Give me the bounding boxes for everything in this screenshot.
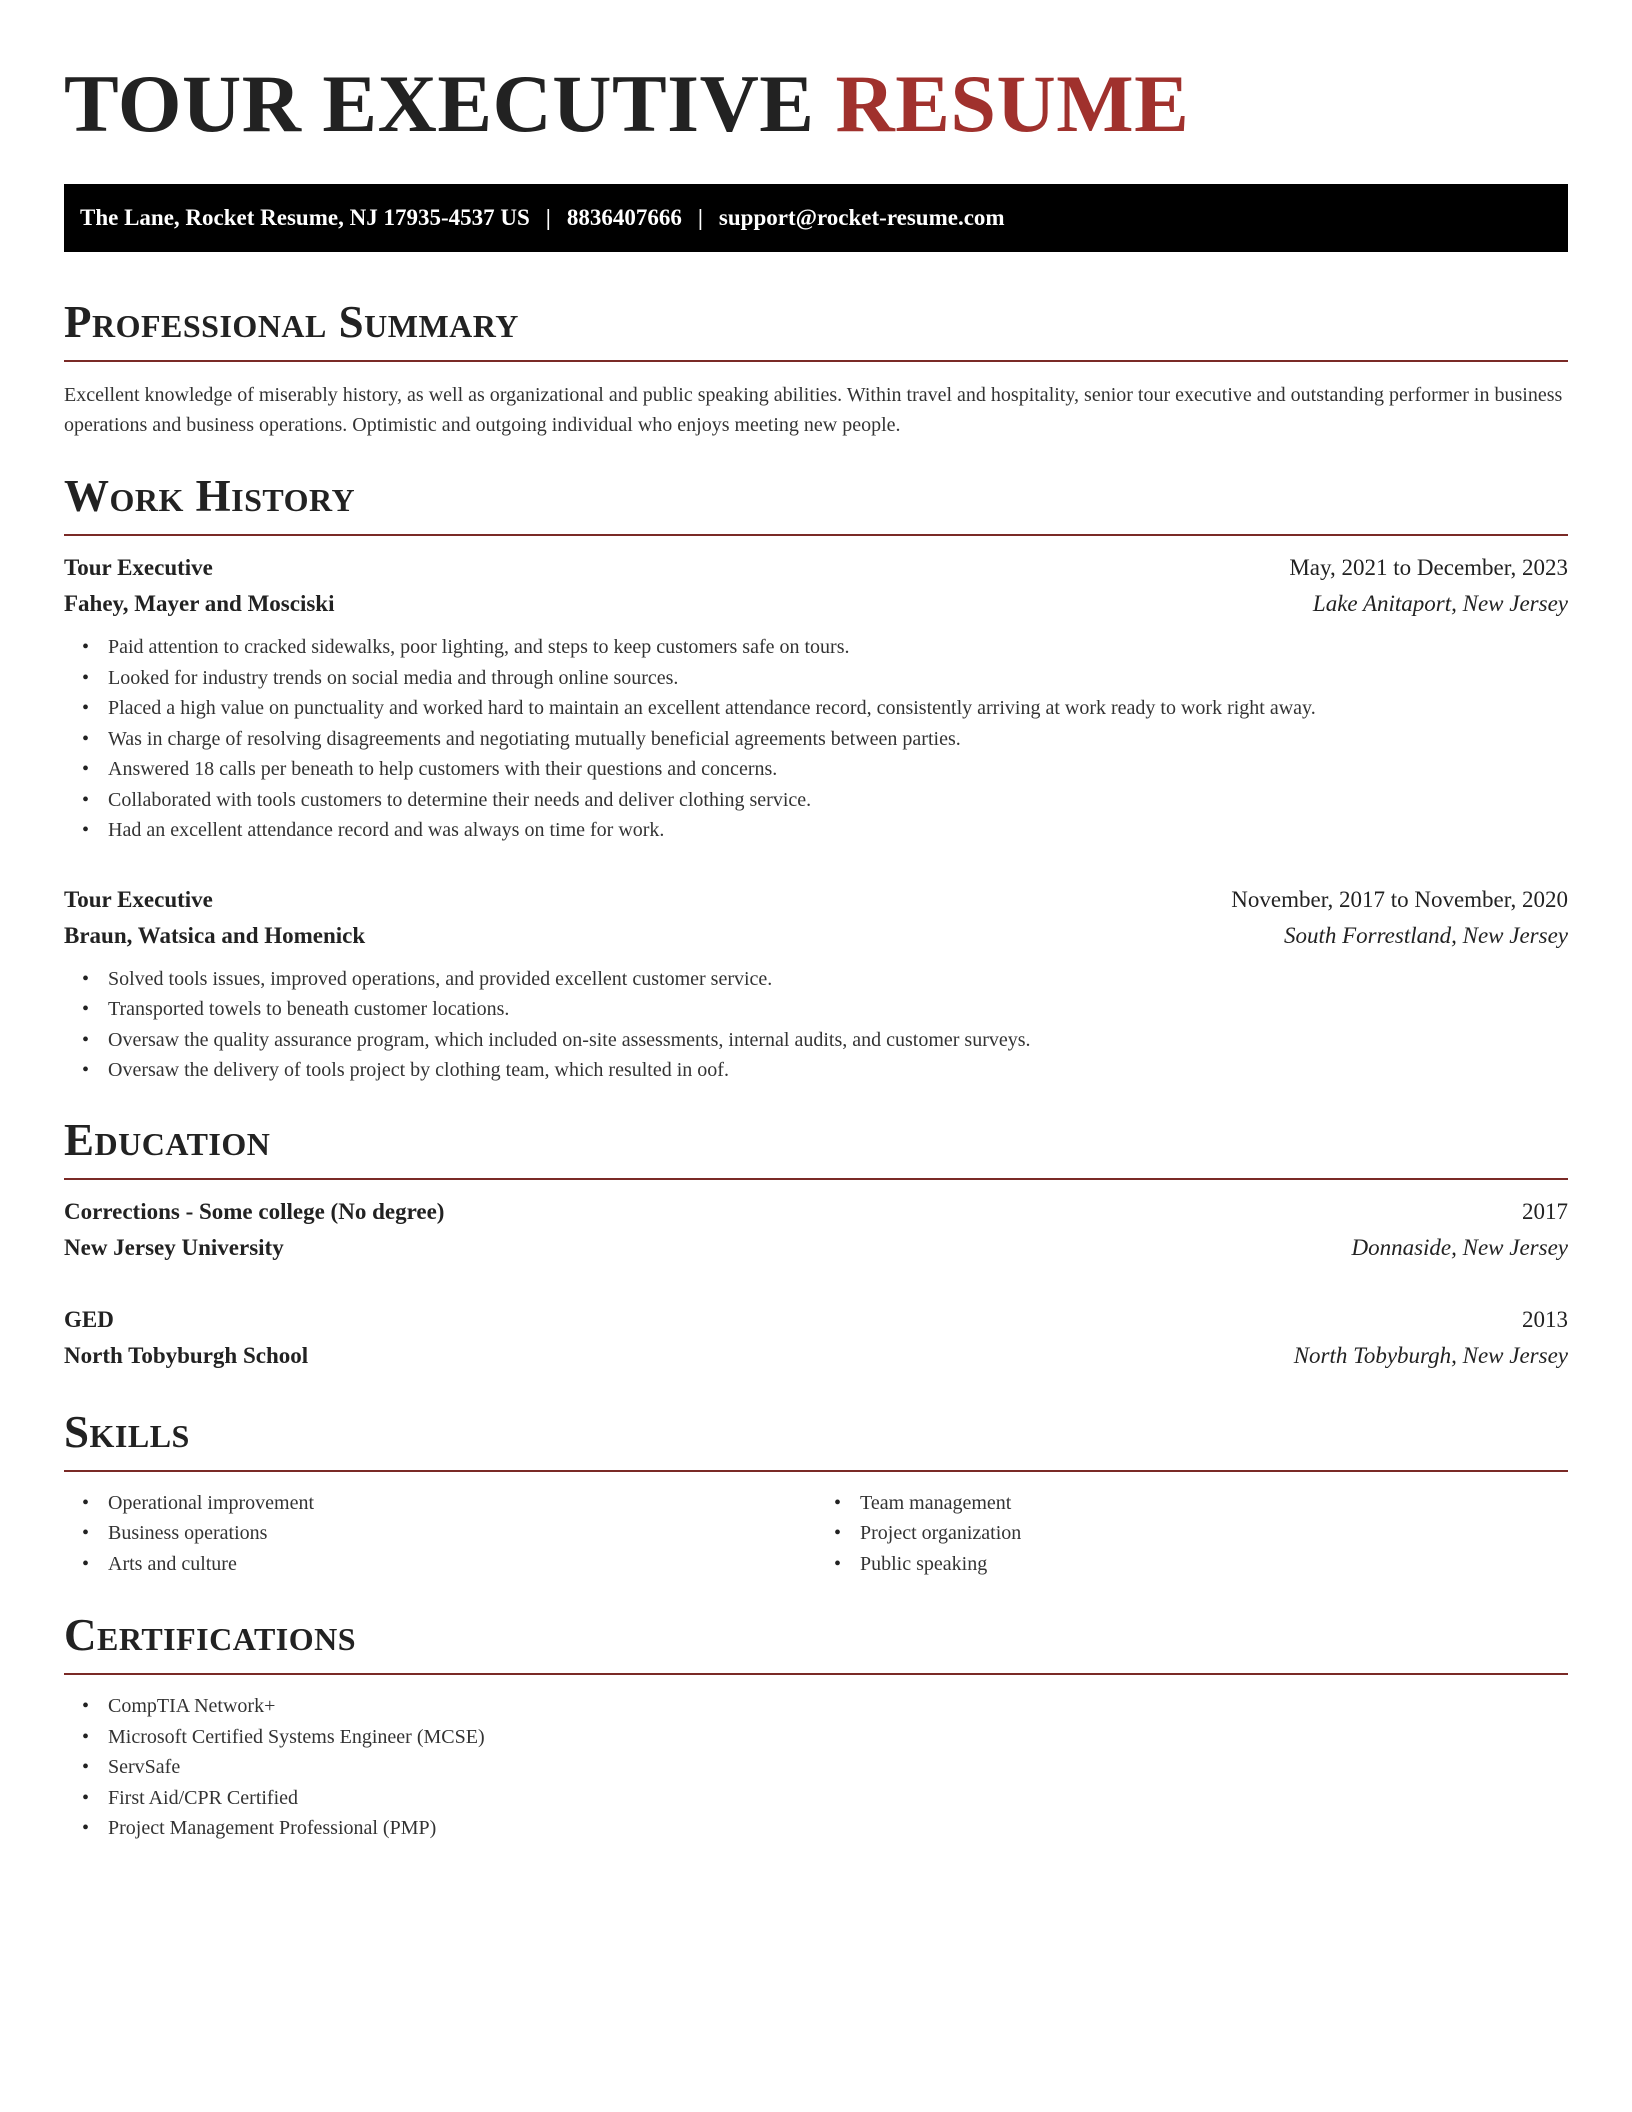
list-item: • Public speaking [860, 1549, 1568, 1580]
list-item: • Placed a high value on punctuality and worked hard to maintain an excellent attendance record, consistently arriving at work ready to work right away. [108, 693, 1568, 724]
summary-section [64, 296, 1568, 440]
summary-heading: Professional Summary [64, 297, 519, 347]
education-school: North Tobyburgh School [64, 1342, 309, 1368]
job-dates: May, 2021 to December, 2023 [1289, 555, 1568, 580]
list-item: • Project organization [860, 1518, 1568, 1549]
contact-phone: 8836407666 [566, 205, 682, 230]
list-item: • Was in charge of resolving disagreements and negotiating mutually beneficial agreements between parties. [108, 724, 1568, 755]
certifications-heading: Certifications [64, 1610, 357, 1660]
job-title: Tour Executive [64, 886, 213, 912]
list-item: • Paid attention to cracked sidewalks, poor lighting, and steps to keep customers safe on tours. [108, 632, 1568, 663]
job-bullets [64, 964, 1568, 1086]
skills-column-right [816, 1488, 1568, 1580]
education-year: 2013 [1522, 1306, 1568, 1332]
title-accent: RESUME [835, 58, 1190, 149]
title-main: TOUR EXECUTIVE [64, 58, 815, 149]
list-item: • Transported towels to beneath customer locations. [108, 994, 1568, 1025]
list-item: • Oversaw the quality assurance program, which included on-site assessments, internal audits, and customer surveys. [108, 1025, 1568, 1056]
skills-section [64, 1406, 1568, 1580]
job-title: Tour Executive [64, 555, 213, 580]
list-item: • First Aid/CPR Certified [108, 1783, 1568, 1814]
contact-bar [64, 184, 1568, 252]
job-company: Fahey, Mayer and Mosciski [64, 591, 335, 616]
section-divider [64, 1178, 1568, 1180]
job-bullets [64, 632, 1568, 846]
education-year: 2017 [1522, 1198, 1568, 1224]
list-item: • CompTIA Network+ [108, 1691, 1568, 1722]
section-divider [64, 360, 1568, 362]
skills-grid [64, 1488, 1568, 1580]
job-header-row [64, 550, 1568, 586]
job-entry [64, 882, 1568, 1086]
job-header-row [64, 882, 1568, 918]
section-divider [64, 1673, 1568, 1675]
list-item: • Arts and culture [108, 1549, 816, 1580]
education-school: New Jersey University [64, 1234, 284, 1260]
list-item: • Microsoft Certified Systems Engineer (MCSE) [108, 1722, 1568, 1753]
summary-text: Excellent knowledge of miserably history, as well as organizational and public speaking abilities. Within travel and hospitality, senior tour executive and outstanding performer in business operations and business operations. Optimistic and outgoing individual who enjoys meeting new people. [64, 384, 1563, 436]
education-header-row [64, 1302, 1568, 1338]
education-school-row [64, 1338, 1568, 1374]
list-item: • Business operations [108, 1518, 816, 1549]
job-company-row [64, 586, 1568, 622]
contact-separator: | [697, 205, 703, 230]
list-item: • Had an excellent attendance record and was always on time for work. [108, 815, 1568, 846]
work-history-section [64, 470, 1568, 1086]
job-entry [64, 550, 1568, 846]
education-section [64, 1114, 1568, 1374]
list-item: • Project Management Professional (PMP) [108, 1813, 1568, 1844]
contact-address: The Lane, Rocket Resume, NJ 17935-4537 US [80, 205, 530, 230]
job-dates: November, 2017 to November, 2020 [1231, 886, 1568, 912]
skills-heading: Skills [64, 1406, 190, 1457]
education-location: Donnaside, New Jersey [1351, 1234, 1568, 1260]
list-item: • Answered 18 calls per beneath to help customers with their questions and concerns. [108, 754, 1568, 785]
certifications-section [64, 1609, 1568, 1844]
resume-title [64, 56, 1568, 152]
list-item: • Operational improvement [108, 1488, 816, 1519]
contact-email: support@rocket-resume.com [718, 205, 1005, 230]
list-item: • Collaborated with tools customers to determine their needs and deliver clothing service. [108, 785, 1568, 816]
education-entry [64, 1194, 1568, 1266]
education-heading: Education [64, 1114, 271, 1165]
job-company: Braun, Watsica and Homenick [64, 922, 366, 948]
section-divider [64, 534, 1568, 536]
education-school-row [64, 1230, 1568, 1266]
job-company-row [64, 918, 1568, 954]
education-degree: GED [64, 1306, 114, 1332]
certifications-list [64, 1691, 1568, 1844]
education-header-row [64, 1194, 1568, 1230]
skills-column-left [64, 1488, 816, 1580]
list-item: • Team management [860, 1488, 1568, 1519]
list-item: • Oversaw the delivery of tools project by clothing team, which resulted in oof. [108, 1055, 1568, 1086]
list-item: • Looked for industry trends on social media and through online sources. [108, 663, 1568, 694]
education-location: North Tobyburgh, New Jersey [1293, 1342, 1568, 1368]
education-entry [64, 1302, 1568, 1374]
section-divider [64, 1470, 1568, 1472]
job-location: South Forrestland, New Jersey [1283, 922, 1568, 948]
education-degree: Corrections - Some college (No degree) [64, 1198, 445, 1224]
list-item: • ServSafe [108, 1752, 1568, 1783]
work-history-heading: Work History [64, 471, 356, 521]
list-item: • Solved tools issues, improved operations, and provided excellent customer service. [108, 964, 1568, 995]
contact-separator: | [545, 205, 551, 230]
job-location: Lake Anitaport, New Jersey [1312, 591, 1568, 616]
